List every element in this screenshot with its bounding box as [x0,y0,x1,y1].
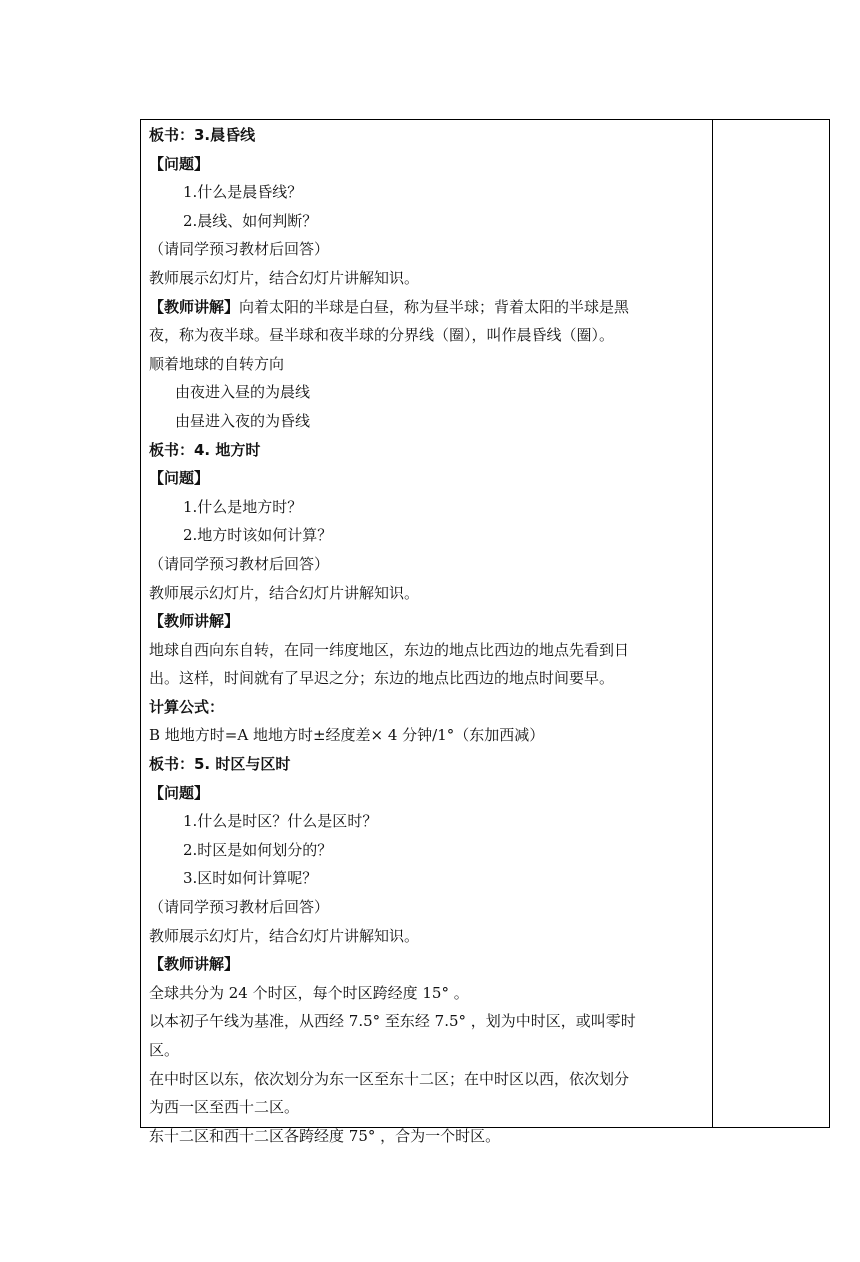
text-line [149,235,712,264]
text-line [149,1093,712,1122]
bold-heading: 【教师讲解】 [149,297,240,316]
text-line [149,264,712,293]
text-line [149,178,712,207]
text-line [149,121,712,150]
bold-heading: 【教师讲解】 [149,955,240,974]
line-text: 3.区时如何计算呢？ [183,869,318,888]
line-text: B 地地方时=A 地地方时±经度差× 4 分钟/1°（东加西减） [149,726,545,745]
text-line [149,950,712,979]
line-text: 夜，称为夜半球。昼半球和夜半球的分界线（圈），叫作晨昏线（圈）。 [149,326,615,345]
text-line [149,150,712,179]
line-text: 出。这样，时间就有了早迟之分；东边的地点比西边的地点时间要早。 [149,669,615,688]
notes-cell [713,120,829,1127]
text-line [149,750,712,779]
bold-heading: 【问题】 [149,783,210,802]
text-line [149,864,712,893]
line-text: 地球自西向东自转，在同一纬度地区，东边的地点比西边的地点先看到日 [149,640,630,659]
text-line [149,293,712,322]
text-line [149,1036,712,1065]
text-line [149,664,712,693]
line-text: 教师展示幻灯片，结合幻灯片讲解知识。 [149,926,420,945]
line-text: 1.什么是地方时？ [183,497,303,516]
bold-heading: 计算公式： [149,697,225,716]
line-text: 为西一区至西十二区。 [149,1098,300,1117]
lesson-content-cell [141,120,712,1145]
text-line [149,407,712,436]
text-line [149,636,712,665]
text-line [149,1007,712,1036]
text-line [149,350,712,379]
line-text: 在中时区以东，依次划分为东一区至东十二区；在中时区以西，依次划分 [149,1069,630,1088]
lesson-table [140,119,830,1145]
line-text: 顺着地球的自转方向 [149,354,285,373]
bold-heading: 【教师讲解】 [149,612,240,631]
line-text: 区。 [149,1041,180,1059]
text-line [149,779,712,808]
line-text: 2.时区是如何划分的？ [183,840,333,859]
text-line [149,1122,712,1151]
text-line [149,979,712,1008]
text-line [149,464,712,493]
bold-heading: 【问题】 [149,154,210,173]
text-line [149,521,712,550]
text-line [149,607,712,636]
text-line [149,550,712,579]
line-text: 2.晨线、如何判断？ [183,211,318,230]
text-line [149,1065,712,1094]
line-text: 教师展示幻灯片，结合幻灯片讲解知识。 [149,583,420,602]
text-line [149,922,712,951]
line-text: 2.地方时该如何计算？ [183,526,333,545]
bold-heading: 板书：4. 地方时 [149,440,261,459]
line-text: （请同学预习教材后回答） [149,240,330,259]
text-line [149,807,712,836]
bold-heading: 板书：3.晨昏线 [149,126,256,144]
text-line [149,321,712,350]
line-text: （请同学预习教材后回答） [149,898,330,917]
text-line [149,836,712,865]
line-text: 教师展示幻灯片，结合幻灯片讲解知识。 [149,268,420,287]
text-line [149,893,712,922]
text-line [149,436,712,465]
text-line [149,579,712,608]
line-text: 东十二区和西十二区各跨经度 75° ，合为一个时区。 [149,1126,501,1145]
line-text: 以本初子午线为基准，从西经 7.5° 至东经 7.5° ，划为中时区，或叫零时 [149,1012,636,1031]
line-text: 1.什么是时区？什么是区时？ [183,812,378,831]
text-line [149,378,712,407]
line-text: 向着太阳的半球是白昼，称为昼半球；背着太阳的半球是黑 [239,297,630,316]
line-text: 由昼进入夜的为昏线 [175,411,311,430]
bold-heading: 板书：5. 时区与区时 [149,755,291,774]
line-text: 1.什么是晨昏线？ [183,183,303,202]
line-text: 全球共分为 24 个时区，每个时区跨经度 15° 。 [149,983,469,1002]
bold-heading: 【问题】 [149,469,210,488]
text-line [149,721,712,750]
line-text: （请同学预习教材后回答） [149,554,330,573]
line-text: 由夜进入昼的为晨线 [175,383,311,402]
text-line [149,493,712,522]
text-line [149,207,712,236]
text-line [149,693,712,722]
